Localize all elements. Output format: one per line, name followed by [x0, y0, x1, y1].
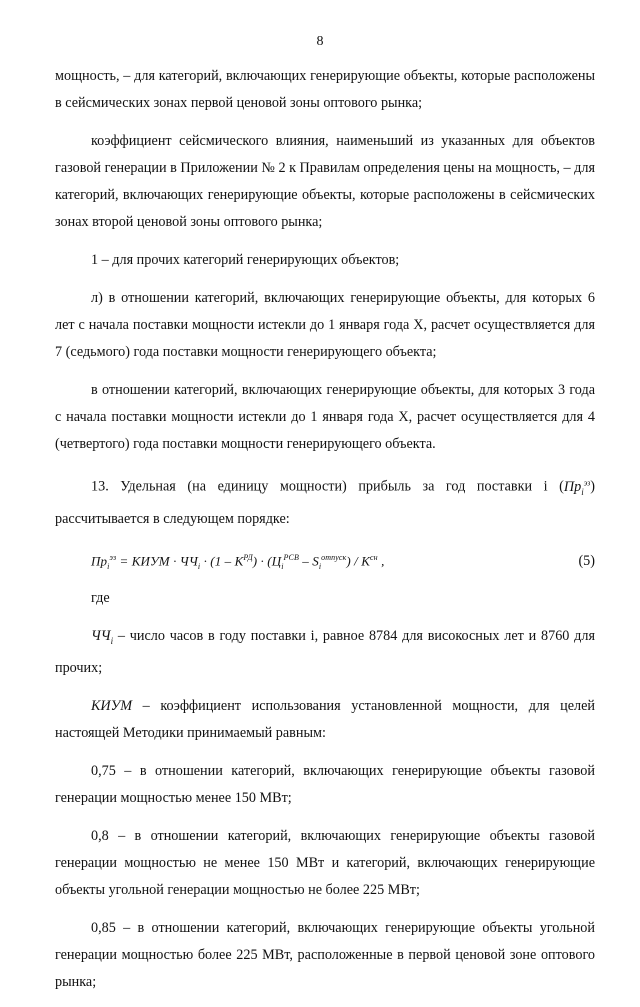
kium-term: КИУМ — [91, 698, 133, 715]
paragraph-seismic-second-zone: коэффициент сейсмического влияния, наименьший из указанных для объектов газовой генерации в Приложении № 2 к Правилам определения цены на мощность, – для категорий, включающих генерирующие объекты, которые расположены в сейсмических зонах второй ценовой зоны оптового рынка; — [55, 133, 595, 230]
section-13-text-start: 13. Удельная (на единицу мощности) прибыль за год поставки i ( — [91, 478, 564, 495]
paragraph-item-l: л) в отношении категорий, включающих генерирующие объекты, для которых 6 лет с начала поставки мощности истекли до 1 января года X, расчет осуществляется для 7 (седьмого) года поставки мощности генерирующего объекта; — [55, 290, 595, 360]
hours-text: – число часов в году поставки i, равное 8784 для високосных лет и 8760 для прочих; — [55, 628, 595, 677]
document-body — [55, 63, 595, 1007]
paragraph-section-13 — [55, 469, 595, 533]
profit-symbol: $Пр_i^{эз}$ — [563, 478, 591, 497]
where-label: где — [91, 590, 110, 607]
paragraph-three-years: в отношении категорий, включающих генерирующие объекты, для которых 3 года с начала поставки мощности истекли до 1 января года X, расчет осуществляется для 4 (четвертого) года поставки мощности генерирующего объекта. — [55, 382, 595, 452]
paragraph-kium-definition — [55, 693, 595, 747]
hours-term: $ЧЧ_i$ — [91, 628, 114, 647]
page-number: 8 — [316, 34, 324, 49]
section-13-text-end: ) рассчитывается в следующем порядке: — [55, 478, 595, 527]
paragraph-other-categories: 1 – для прочих категорий генерирующих объектов; — [91, 252, 400, 268]
paragraph-kium-085: 0,85 – в отношении категорий, включающих генерирующие объекты угольной генерации мощностью более 225 МВт, расположенные в первой ценовой зоне оптового рынка; — [55, 920, 595, 991]
kium-text: – коэффициент использования установленной мощности, для целей настоящей Методики принимаемый равным: — [55, 698, 595, 742]
formula-5 — [55, 544, 595, 580]
formula-expression: $Пр_i^{эз}$ = КИУМ · $ЧЧ_i \cdot (1 - K^{РД}) \cdot (Ц_i^{РСВ} - S_i^{отпуск}) / K^{сн}$ , — [91, 552, 385, 571]
paragraph-kium-08: 0,8 – в отношении категорий, включающих генерирующие объекты газовой генерации мощностью не менее 150 МВт и категорий, включающих генерирующие объекты угольной генерации мощностью не более 225 МВт; — [55, 828, 595, 899]
paragraph-kium-075: 0,75 – в отношении категорий, включающих генерирующие объекты газовой генерации мощностью менее 150 МВт; — [55, 763, 595, 807]
paragraph-seismic-first-zone: мощность, – для категорий, включающих генерирующие объекты, которые расположены в сейсмических зонах первой ценовой зоны оптового рынка; — [55, 68, 595, 111]
equation-number: (5) — [578, 552, 595, 569]
paragraph-hours-definition — [55, 623, 595, 682]
